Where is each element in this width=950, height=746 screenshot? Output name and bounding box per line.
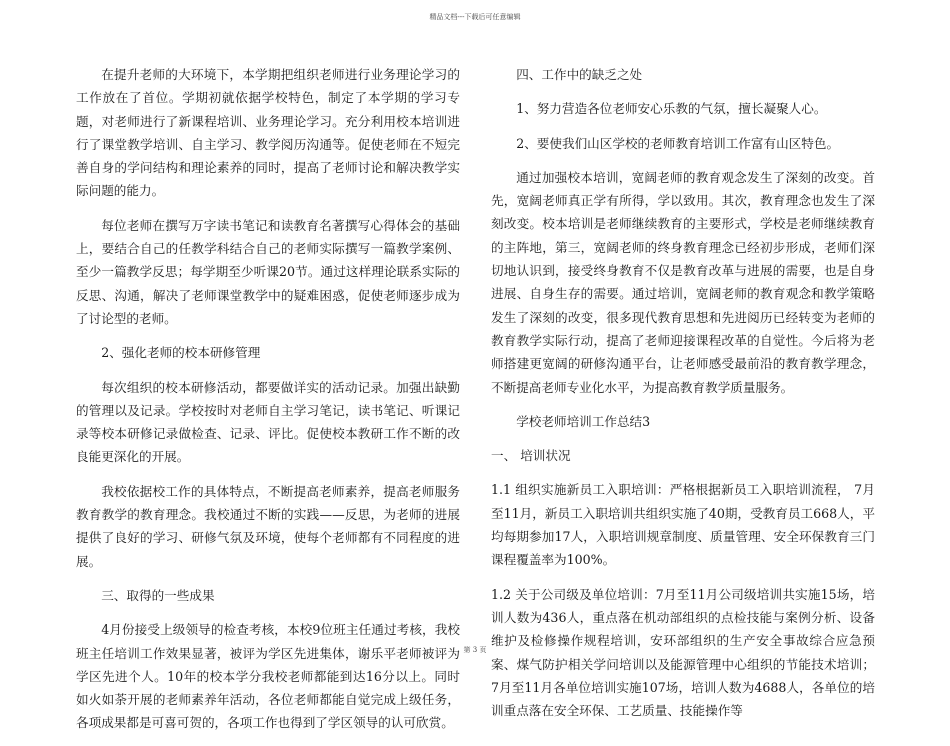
paragraph: 我校依据校工作的具体特点，不断提高老师素养，提高老师服务教育教学的教育理念。我校通过不断的实践——反思，为老师的进展提供了良好的学习、研修气氛及环境，使每个老师都有不同程度的进展。 [76,483,460,569]
paragraph: 每次组织的校本研修活动，都要做详实的活动记录。加强出缺勤的管理以及记录。学校按时对老师自主学习笔记，读书笔记、听课记录等校本研修记录做检查、记录、评比。促使校本教研工作不断的改良能更深化的开展。 [76,379,460,465]
list-item: 2、要使我们山区学校的老师教育培训工作富有山区特色。 [516,135,840,151]
section-heading: 一、 培训状况 [491,448,571,464]
page-header: 精品文档---下载后可任意编辑 [429,13,521,21]
page-number: 第 3 页 [463,646,487,654]
section-title: 学校老师培训工作总结3 [516,413,651,429]
section-heading: 三、取得的一些成果 [101,587,215,603]
section-heading: 2、强化老师的校本研修管理 [101,345,261,361]
left-column [76,63,460,746]
paragraph: 1.2 关于公司级及单位培训：7月至11月公司级培训共实施15场，培训人数为436人，重点落在机动部组织的点检技能与案例分析、设备维护及检修操作规程培训，安环部组织的生产安全事故综合应急预案、煤气防护相关学问培训以及能源管理中心组织的节能技术培训；7月至11月各单位培训实施107场，培训人数为4688人，各单位的培训重点落在安全环保、工艺质量、技能操作等 [491,586,875,719]
right-column [491,63,875,733]
paragraph: 每位老师在撰写万字读书笔记和读教育名著撰写心得体会的基础上，要结合自己的任教学科结合自己的老师实际撰写一篇教学案例、至少一篇教学反思；每学期至少听课20节。通过这样理论联系实际的反思、沟通，解决了老师课堂教学中的疑难困惑，促使老师逐步成为了讨论型的老师。 [76,217,460,326]
paragraph: 1.1 组织实施新员工入职培训：严格根据新员工入职培训流程， 7月至11月，新员工入职培训共组织实施了40期，受教育员工668人，平均每期参加17人，入职培训规章制度、质量管理、安全环保教育三门课程覆盖率为100%。 [491,482,875,568]
list-item: 1、努力营造各位老师安心乐教的气氛，擅长凝聚人心。 [516,101,827,117]
paragraph: 通过加强校本培训，宽阔老师的教育观念发生了深刻的改变。首先，宽阔老师真正学有所得，学以致用。其次，教育理念也发生了深刻改变。校本培训是老师继续教育的主要形式，学校是老师继续教育的主阵地，第三，宽阔老师的终身教育理念已经初步形成，老师们深切地认识到，接受终身教育不仅是教育改革与进展的需要，也是自身进展、自身生存的需要。通过培训，宽阔老师的教育观念和教学策略发生了深刻的改变，很多现代教育思想和先进阅历已经转变为老师的教育教学实际行动，提高了老师迎接课程改革的自觉性。今后将为老师搭建更宽阔的研修沟通平台，让老师感受最前沿的教育教学理念，不断提高老师专业化水平，为提高教育教学质量服务。 [491,169,875,395]
paragraph: 在提升老师的大环境下，本学期把组织老师进行业务理论学习的工作放在了首位。学期初就依据学校特色，制定了本学期的学习专题，对老师进行了新课程培训、业务理论学习。充分利用校本培训进行了课堂教学培训、自主学习、教学阅历沟通等。促使老师在不短完善自身的学问结构和理论素养的同时，提高了老师讨论和解决教学实际问题的能力。 [76,67,460,199]
section-heading: 四、工作中的缺乏之处 [516,67,643,82]
paragraph: 4月份接受上级领导的检查考核，本校9位班主任通过考核，我校班主任培训工作效果显著，被评为学区先进集体，谢乐平老师被评为学区先进个人。10年的校本学分我校老师都能到达16分以上。同时如火如荼开展的老师素养年活动，各位老师都能自觉完成上级任务，各项成果都是可喜可贺的，各项工作也得到了学区领导的认可欣赏。 [76,622,460,731]
